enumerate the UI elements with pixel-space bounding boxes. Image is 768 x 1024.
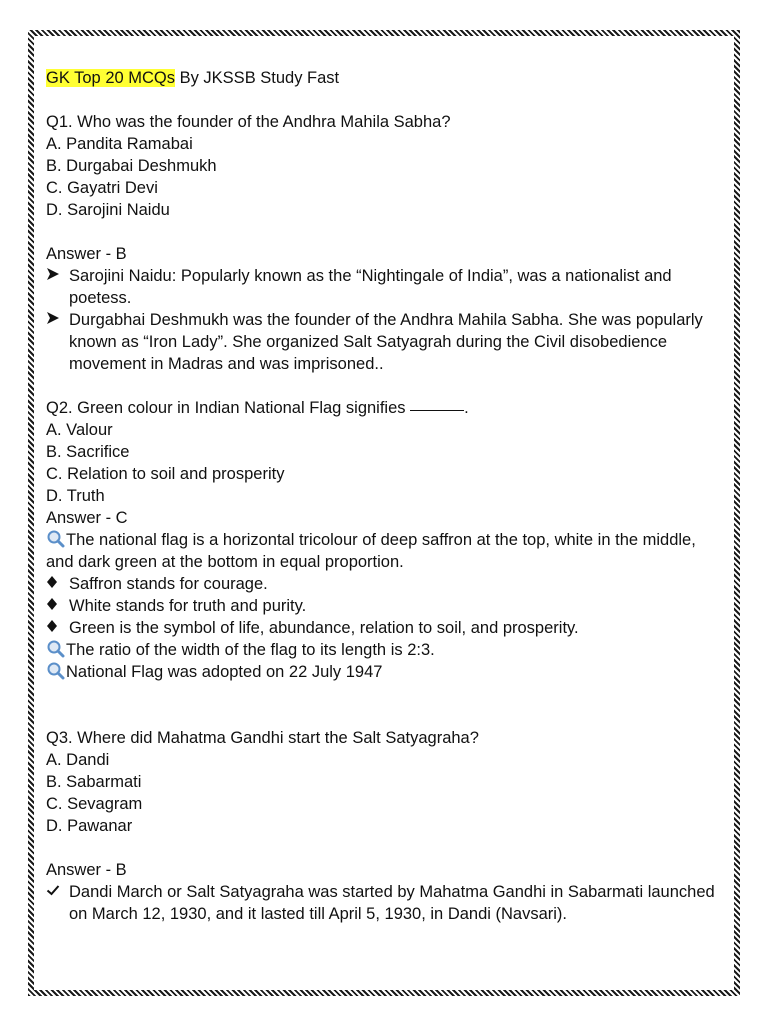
q3-answer: Answer - B <box>46 861 127 879</box>
q2-option-d: D. Truth <box>46 487 105 505</box>
magnifier-icon <box>46 662 66 680</box>
q2-point-1-text: Saffron stands for courage. <box>69 575 268 593</box>
q2-adopted <box>46 661 718 683</box>
q2-point-2 <box>46 595 718 617</box>
question-1: Q1. Who was the founder of the Andhra Mahila Sabha? <box>46 113 451 131</box>
q3-note-text: Dandi March or Salt Satyagraha was started by Mahatma Gandhi in Sabarmati launched on March 12, 1930, and it lasted till April 5, 1930, in Dandi (Navsari). <box>69 883 715 923</box>
q1-option-c: C. Gayatri Devi <box>46 179 158 197</box>
q3-option-d: D. Pawanar <box>46 817 133 835</box>
q2-option-c: C. Relation to soil and prosperity <box>46 465 285 483</box>
q2-point-3 <box>46 617 718 639</box>
q2-answer: Answer - C <box>46 509 128 527</box>
diamond-bullet-icon <box>46 617 66 639</box>
q2-intro-text: The national flag is a horizontal tricolour of deep saffron at the top, white in the middle, and dark green at the bottom in equal proportion. <box>46 531 696 571</box>
q2-point-2-text: White stands for truth and purity. <box>69 597 307 615</box>
q3-option-b: B. Sabarmati <box>46 773 142 791</box>
page-title <box>46 67 718 89</box>
q2-question-end: . <box>464 399 469 417</box>
q3-option-a: A. Dandi <box>46 751 110 769</box>
q1-note-2-text: Durgabhai Deshmukh was the founder of the Andhra Mahila Sabha. She was popularly known as “Iron Lady”. She organized Salt Satyagrah during the Civil disobedience movement in Madras and was imprisoned.. <box>69 311 703 373</box>
q2-ratio <box>46 639 718 661</box>
quiz-content <box>46 67 718 925</box>
q2-option-a: A. Valour <box>46 421 113 439</box>
q1-note-1 <box>46 265 718 309</box>
magnifier-icon <box>46 530 66 548</box>
q3-option-c: C. Sevagram <box>46 795 143 813</box>
q2-point-1 <box>46 573 718 595</box>
arrow-bullet-icon <box>46 265 66 287</box>
q1-note-1-text: Sarojini Naidu: Popularly known as the “Nightingale of India”, was a nationalist and poetess. <box>69 267 672 307</box>
question-2 <box>46 397 718 419</box>
q2-intro <box>46 529 718 573</box>
q2-ratio-text: The ratio of the width of the flag to its length is 2:3. <box>66 641 435 659</box>
q2-question-text: Q2. Green colour in Indian National Flag signifies <box>46 399 411 417</box>
arrow-bullet-icon <box>46 309 66 331</box>
q2-point-3-text: Green is the symbol of life, abundance, relation to soil, and prosperity. <box>69 619 579 637</box>
q2-adopted-text: National Flag was adopted on 22 July 1947 <box>66 663 383 681</box>
checkmark-icon <box>46 881 66 903</box>
question-3: Q3. Where did Mahatma Gandhi start the Salt Satyagraha? <box>46 729 479 747</box>
q3-note <box>46 881 718 925</box>
answer-blank <box>410 409 464 411</box>
title-rest: By JKSSB Study Fast <box>175 69 340 87</box>
diamond-bullet-icon <box>46 573 66 595</box>
title-highlight: GK Top 20 MCQs <box>46 69 175 87</box>
q1-answer: Answer - B <box>46 245 127 263</box>
q1-note-2 <box>46 309 718 375</box>
q2-option-b: B. Sacrifice <box>46 443 130 461</box>
q1-option-a: A. Pandita Ramabai <box>46 135 193 153</box>
magnifier-icon <box>46 640 66 658</box>
q1-option-d: D. Sarojini Naidu <box>46 201 170 219</box>
diamond-bullet-icon <box>46 595 66 617</box>
q1-option-b: B. Durgabai Deshmukh <box>46 157 217 175</box>
